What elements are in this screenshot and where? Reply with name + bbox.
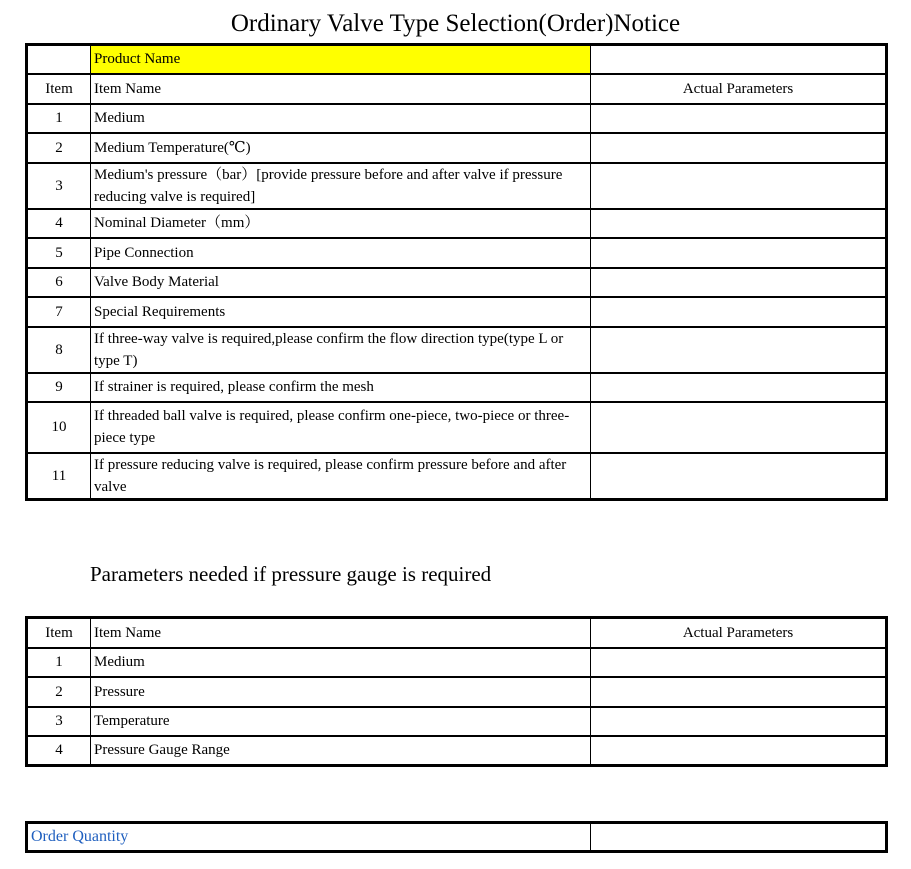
actual-parameter-cell[interactable]	[591, 648, 887, 677]
item-name: If pressure reducing valve is required, please confirm pressure before and after valve	[91, 453, 591, 500]
item-name: Pressure	[91, 677, 591, 707]
order-quantity-row	[27, 823, 887, 852]
item-number: 1	[27, 648, 91, 677]
valve-parameters-table	[25, 43, 888, 501]
item-name: Special Requirements	[91, 297, 591, 327]
item-name: Valve Body Material	[91, 268, 591, 297]
table-row	[27, 648, 887, 677]
product-name-row	[27, 45, 887, 74]
item-number: 6	[27, 268, 91, 297]
gauge-section-title: Parameters needed if pressure gauge is required	[90, 562, 492, 586]
item-name: Pipe Connection	[91, 238, 591, 268]
item-number: 4	[27, 209, 91, 238]
actual-parameter-cell[interactable]	[591, 402, 887, 453]
table-row	[27, 209, 887, 238]
actual-parameter-cell[interactable]	[591, 327, 887, 373]
table-row	[27, 297, 887, 327]
item-name: Medium	[91, 104, 591, 133]
table-row	[27, 268, 887, 297]
table-row	[27, 327, 887, 373]
header-item: Item	[27, 618, 91, 648]
actual-parameter-cell[interactable]	[591, 453, 887, 500]
item-number: 1	[27, 104, 91, 133]
item-name: If three-way valve is required,please confirm the flow direction type(type L or type T)	[91, 327, 591, 373]
item-number: 3	[27, 163, 91, 209]
header-item-name: Item Name	[91, 74, 591, 104]
item-name: If strainer is required, please confirm the mesh	[91, 373, 591, 402]
actual-parameter-cell[interactable]	[591, 104, 887, 133]
table-row	[27, 133, 887, 163]
actual-parameter-cell[interactable]	[591, 238, 887, 268]
table-row	[27, 163, 887, 209]
item-name: If threaded ball valve is required, please confirm one-piece, two-piece or three-piece type	[91, 402, 591, 453]
table-header-row	[27, 618, 887, 648]
table-row	[27, 707, 887, 736]
item-number: 2	[27, 677, 91, 707]
item-number: 9	[27, 373, 91, 402]
item-number: 4	[27, 736, 91, 766]
actual-parameter-cell[interactable]	[591, 677, 887, 707]
table-row	[27, 402, 887, 453]
actual-parameter-cell[interactable]	[591, 133, 887, 163]
table-row	[27, 104, 887, 133]
table-row	[27, 736, 887, 766]
item-name: Medium's pressure（bar）[provide pressure before and after valve if pressure reducing valve is required]	[91, 163, 591, 209]
item-number: 10	[27, 402, 91, 453]
item-number: 8	[27, 327, 91, 373]
order-quantity-value-cell[interactable]	[591, 823, 887, 852]
item-number: 11	[27, 453, 91, 500]
table-row	[27, 453, 887, 500]
actual-parameter-cell[interactable]	[591, 707, 887, 736]
item-number: 3	[27, 707, 91, 736]
actual-parameter-cell[interactable]	[591, 373, 887, 402]
actual-parameter-cell[interactable]	[591, 736, 887, 766]
product-name-label: Product Name	[91, 45, 591, 74]
page-title: Ordinary Valve Type Selection(Order)Notice	[230, 10, 681, 37]
header-item-name: Item Name	[91, 618, 591, 648]
table-row	[27, 373, 887, 402]
header-actual-parameters: Actual Parameters	[591, 74, 887, 104]
header-actual-parameters: Actual Parameters	[591, 618, 887, 648]
pressure-gauge-table	[25, 616, 888, 767]
actual-parameter-cell[interactable]	[591, 297, 887, 327]
order-quantity-label: Order Quantity	[27, 823, 591, 852]
actual-parameter-cell[interactable]	[591, 209, 887, 238]
product-name-value-cell[interactable]	[591, 45, 887, 74]
item-name: Temperature	[91, 707, 591, 736]
item-number: 7	[27, 297, 91, 327]
item-number: 5	[27, 238, 91, 268]
item-name: Medium Temperature(℃)	[91, 133, 591, 163]
actual-parameter-cell[interactable]	[591, 163, 887, 209]
item-name: Medium	[91, 648, 591, 677]
item-name: Pressure Gauge Range	[91, 736, 591, 766]
table-row	[27, 238, 887, 268]
blank-cell	[27, 45, 91, 74]
table-header-row	[27, 74, 887, 104]
table-row	[27, 677, 887, 707]
actual-parameter-cell[interactable]	[591, 268, 887, 297]
header-item: Item	[27, 74, 91, 104]
item-number: 2	[27, 133, 91, 163]
order-quantity-table	[25, 821, 888, 853]
item-name: Nominal Diameter（mm）	[91, 209, 591, 238]
